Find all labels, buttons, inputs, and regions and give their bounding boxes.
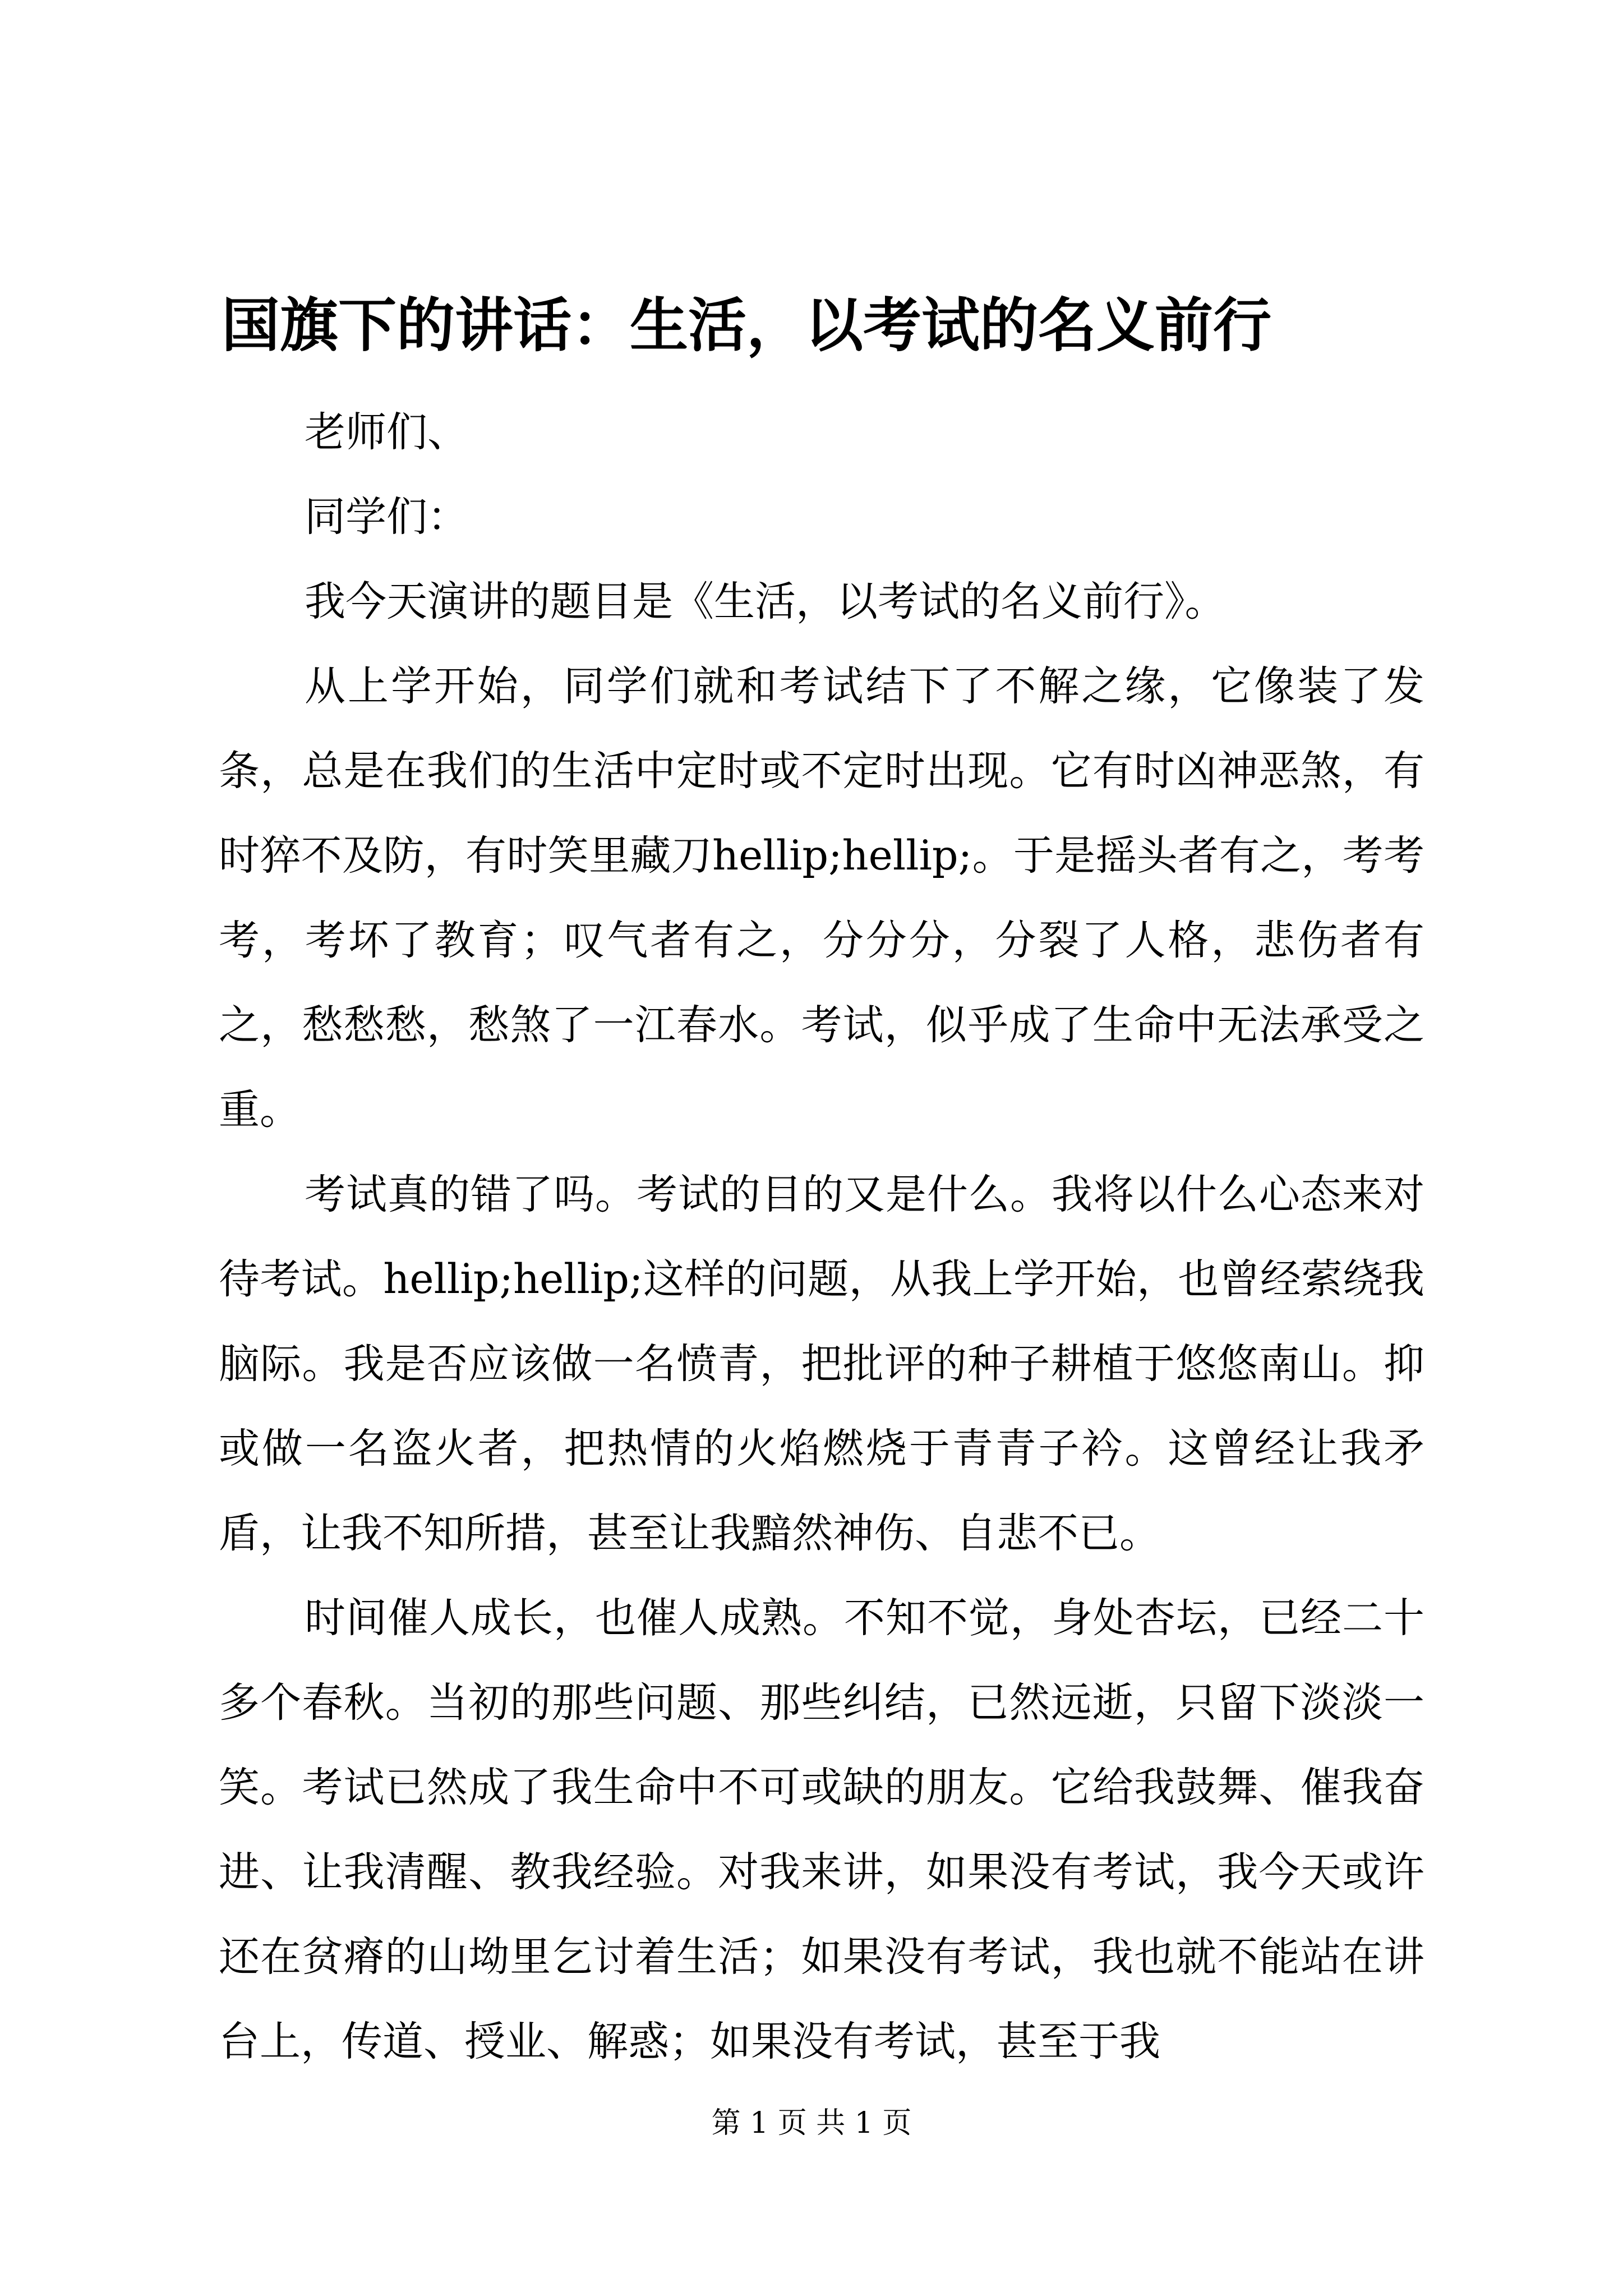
document-body — [219, 390, 1424, 2084]
body-paragraph: 时间催人成长，也催人成熟。不知不觉，身处杏坛，已经二十多个春秋。当初的那些问题、那些纠结，已然远逝，只留下淡淡一笑。考试已然成了我生命中不可或缺的朋友。它给我鼓舞、催我奋进、让我清醒、教我经验。对我来讲，如果没有考试，我今天或许还在贫瘠的山坳里乞讨着生活；如果没有考试，我也就不能站在讲台上，传道、授业、解惑；如果没有考试，甚至于我 — [219, 1594, 1424, 2065]
body-paragraph: 考试真的错了吗。考试的目的又是什么。我将以什么心态来对待考试。hellip;hellip;这样的问题，从我上学开始，也曾经萦绕我脑际。我是否应该做一名愤青，把批评的种子耕植于悠悠南山。抑或做一名盗火者，把热情的火焰燃烧于青青子衿。这曾经让我矛盾，让我不知所措，甚至让我黯然神伤、自悲不已。 — [219, 1171, 1424, 1557]
salutation-students: 同学们： — [305, 493, 468, 541]
document-title: 国旗下的讲话：生活，以考试的名义前行 — [222, 291, 1272, 360]
salutation-teachers: 老师们、 — [305, 408, 468, 456]
speech-topic-paragraph: 我今天演讲的题目是《生活，以考试的名义前行》。 — [305, 578, 1226, 625]
body-paragraph: 从上学开始，同学们就和考试结下了不解之缘，它像装了发条，总是在我们的生活中定时或不定时出现。它有时凶神恶煞，有时猝不及防，有时笑里藏刀hellip;hellip;。于是摇头者有之，考考考，考坏了教育；叹气者有之，分分分，分裂了人格，悲伤者有之，愁愁愁，愁煞了一江春水。考试，似乎成了生命中无法承受之重。 — [219, 662, 1424, 1134]
page-number-footer: 第 1 页 共 1 页 — [711, 2106, 912, 2140]
